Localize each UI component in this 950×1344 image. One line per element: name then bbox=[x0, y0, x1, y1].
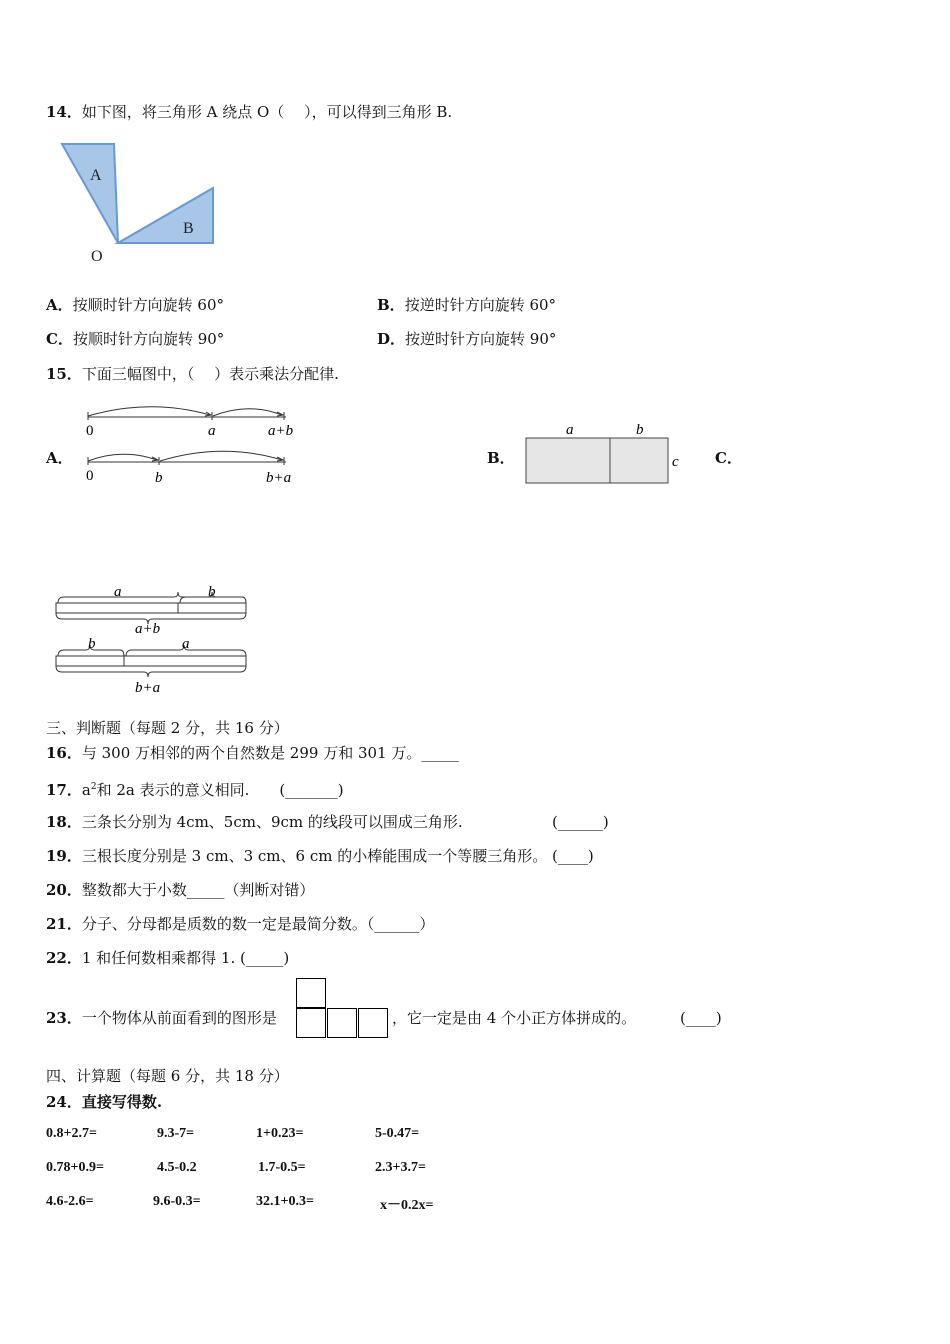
q21 bbox=[46, 914, 434, 934]
q17-superscript: 2 bbox=[90, 782, 97, 792]
triangle-b-label: B bbox=[183, 220, 194, 237]
triangle-b bbox=[118, 188, 213, 243]
section-3-title: 三、判断题（每题 2 分，共 16 分） bbox=[46, 719, 289, 737]
q21-number: 21． bbox=[46, 915, 82, 933]
calc-item: 9.3-7= bbox=[157, 1126, 195, 1141]
q20 bbox=[46, 880, 314, 900]
q15-option-a-key[interactable]: A． bbox=[46, 449, 73, 467]
top-sum-label: a+b bbox=[135, 621, 161, 637]
q24-text: 直接写得数. bbox=[81, 1093, 163, 1111]
bottom-zero-label: 0 bbox=[86, 468, 94, 484]
calc-item: 1.7-0.5= bbox=[258, 1160, 306, 1175]
bottom-a-label: a bbox=[182, 636, 190, 652]
bottom-b-plus-a-label: b+a bbox=[266, 470, 292, 486]
q21-text: 分子、分母都是质数的数一定是最简分数。（______） bbox=[81, 915, 435, 933]
option-key: C． bbox=[46, 330, 73, 348]
q15-number: 15． bbox=[46, 365, 82, 383]
calc-item: 4.5-0.2 bbox=[157, 1160, 197, 1175]
top-b-label: b bbox=[208, 584, 216, 600]
q15-option-c-key[interactable]: C． bbox=[715, 449, 742, 467]
q22-text: 1 和任何数相乘都得 1. (_____) bbox=[81, 949, 290, 967]
q15-stem bbox=[46, 364, 339, 384]
q14-text: 如下图，将三角形 A 绕点 O（ ），可以得到三角形 B. bbox=[81, 103, 453, 121]
q14-option-b[interactable] bbox=[377, 295, 556, 315]
option-text: 按逆时针方向旋转 90° bbox=[405, 330, 557, 348]
q16 bbox=[46, 743, 459, 763]
bottom-sum-label: b+a bbox=[135, 680, 161, 696]
q19-number: 19． bbox=[46, 847, 82, 865]
number-line-figure bbox=[82, 398, 312, 490]
front-view-figure bbox=[296, 978, 391, 1041]
q17-number: 17． bbox=[46, 781, 82, 799]
q16-number: 16． bbox=[46, 744, 82, 762]
calc-item: 32.1+0.3= bbox=[256, 1194, 314, 1209]
q18 bbox=[46, 812, 463, 832]
rect-c-label: c bbox=[672, 454, 679, 470]
q14-option-d[interactable] bbox=[377, 329, 556, 349]
q23-number: 23． bbox=[46, 1009, 82, 1027]
q17-pre: a bbox=[81, 781, 91, 799]
front-view-square-top bbox=[296, 978, 326, 1008]
q14-option-c[interactable] bbox=[46, 329, 224, 349]
calc-item: x－0.2x= bbox=[380, 1198, 434, 1213]
triangle-a-label: A bbox=[90, 167, 102, 184]
calc-item: 1+0.23= bbox=[256, 1126, 304, 1141]
q16-text: 与 300 万相邻的两个自然数是 299 万和 301 万。_____ bbox=[81, 744, 459, 762]
rotation-figure bbox=[50, 138, 225, 268]
area-rectangle bbox=[526, 438, 668, 483]
rect-a-label: a bbox=[566, 422, 574, 438]
q24-number: 24． bbox=[46, 1093, 82, 1111]
q18-blank[interactable]: (______) bbox=[552, 813, 609, 831]
q14-number: 14． bbox=[46, 103, 82, 121]
q23-pre bbox=[46, 1008, 277, 1028]
front-view-square bbox=[327, 1008, 357, 1038]
q23-post-text: ，它一定是由 4 个小正方体拼成的。 bbox=[392, 1009, 637, 1027]
bottom-b-label: b bbox=[88, 636, 96, 652]
q19-text: 三根长度分别是 3 cm、3 cm、6 cm 的小棒能围成一个等腰三角形。 (____) bbox=[81, 847, 594, 865]
top-a-plus-b-label: a+b bbox=[268, 423, 294, 439]
bar-segment-figure bbox=[50, 582, 260, 698]
option-key: A． bbox=[46, 296, 73, 314]
q19 bbox=[46, 846, 594, 866]
q18-number: 18． bbox=[46, 813, 82, 831]
point-o-label: O bbox=[91, 248, 103, 265]
q18-text: 三条长分别为 4cm、5cm、9cm 的线段可以围成三角形. bbox=[81, 813, 463, 831]
q22 bbox=[46, 948, 289, 968]
q14-option-a[interactable] bbox=[46, 295, 224, 315]
rectangle-area-figure bbox=[520, 418, 690, 490]
q17-post: 和 2a 表示的意义相同. (_______) bbox=[96, 781, 344, 799]
option-text: 按顺时针方向旋转 90° bbox=[72, 330, 225, 348]
top-a-label: a bbox=[208, 423, 216, 439]
bottom-b-label: b bbox=[155, 470, 163, 486]
option-key: B． bbox=[377, 296, 405, 314]
q24 bbox=[46, 1092, 162, 1112]
q17 bbox=[46, 777, 344, 800]
calc-item: 4.6-2.6= bbox=[46, 1194, 94, 1209]
calc-item: 9.6-0.3= bbox=[153, 1194, 201, 1209]
top-a-label: a bbox=[114, 584, 122, 600]
calc-item: 0.78+0.9= bbox=[46, 1160, 104, 1175]
q23-pre-text: 一个物体从前面看到的图形是 bbox=[81, 1009, 277, 1027]
q22-number: 22． bbox=[46, 949, 82, 967]
rect-b-label: b bbox=[636, 422, 644, 438]
q20-number: 20． bbox=[46, 881, 82, 899]
option-key: D． bbox=[377, 330, 406, 348]
front-view-square bbox=[296, 1008, 326, 1038]
q15-text: 下面三幅图中，（ ）表示乘法分配律. bbox=[81, 365, 339, 383]
calc-item: 5-0.47= bbox=[375, 1126, 420, 1141]
option-text: 按逆时针方向旋转 60° bbox=[404, 296, 557, 314]
q23-blank[interactable]: (____) bbox=[680, 1009, 722, 1027]
q14-stem bbox=[46, 102, 452, 122]
front-view-square bbox=[358, 1008, 388, 1038]
calc-item: 2.3+3.7= bbox=[375, 1160, 426, 1175]
q20-text: 整数都大于小数_____（判断对错） bbox=[81, 881, 315, 899]
triangle-a bbox=[62, 144, 118, 243]
calc-item: 0.8+2.7= bbox=[46, 1126, 97, 1141]
section-4-title: 四、计算题（每题 6 分，共 18 分） bbox=[46, 1067, 289, 1085]
option-text: 按顺时针方向旋转 60° bbox=[72, 296, 224, 314]
top-zero-label: 0 bbox=[86, 423, 94, 439]
q15-option-b-key[interactable]: B． bbox=[487, 449, 515, 467]
